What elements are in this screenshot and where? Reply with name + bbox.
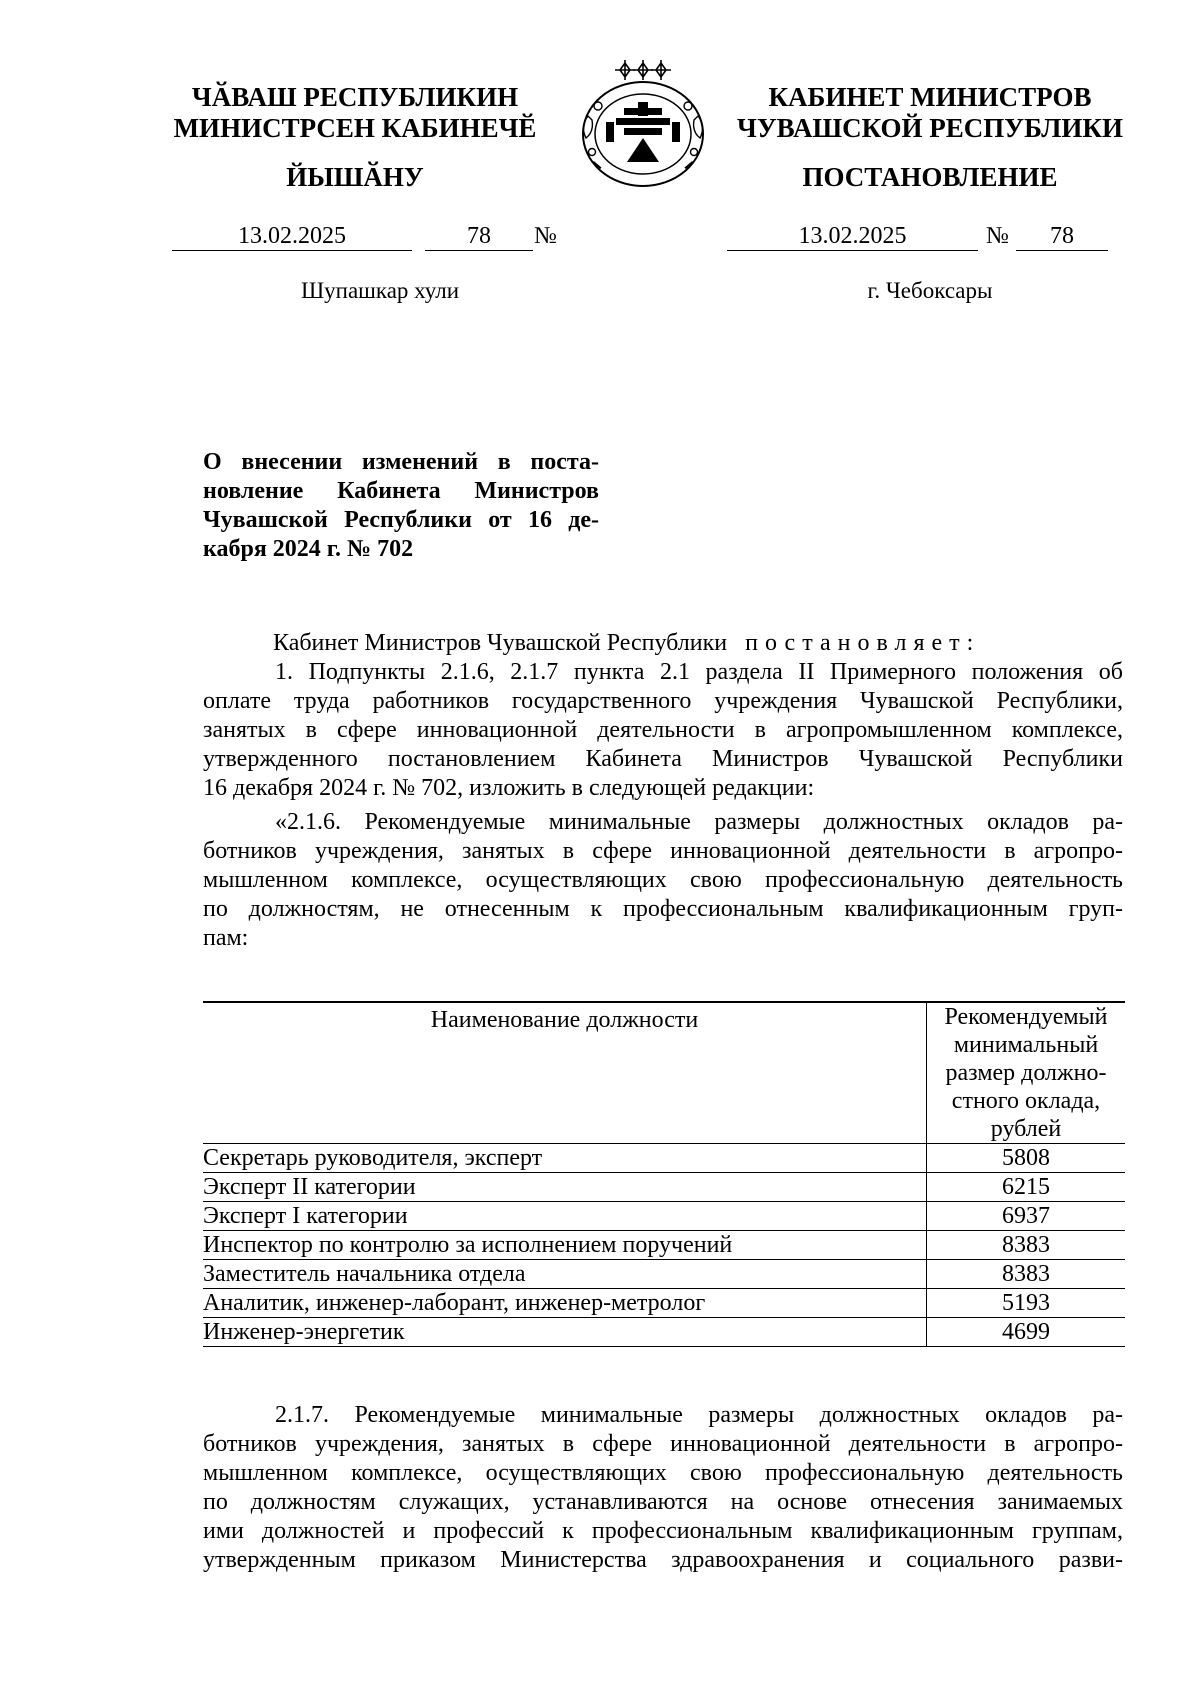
header-left-line1: ЧӐВАШ РЕСПУБЛИКИН (191, 82, 519, 112)
right-number-line (600, 222, 1200, 252)
chuvash-republic-emblem-icon (568, 56, 718, 188)
paragraph-2-1-6 (203, 808, 1123, 953)
right-number-field: 78 (1016, 222, 1108, 251)
paragraph-line: оплате труда работников государственного учреждения Чувашской Республики, (203, 688, 1123, 714)
paragraph-line: утвержденным приказом Министерства здравоохранения и социального разви- (203, 1547, 1123, 1573)
preamble-text: Кабинет Министров Чувашской Республики (273, 630, 728, 656)
left-number-field: 78 (425, 222, 533, 251)
salary-cell: 6215 (927, 1173, 1126, 1202)
subject-line: кабря 2024 г. № 702 (203, 536, 414, 562)
paragraph-line: по должностям, не отнесенным к профессиональным квалификационным груп- (203, 896, 1123, 922)
column-header-salary-line: размер должно- (945, 1060, 1107, 1086)
header-left-authority (150, 82, 560, 144)
salary-cell: 5193 (927, 1289, 1126, 1318)
salary-table (203, 1001, 1125, 1347)
subject-line: О внесении изменений в поста- (203, 449, 599, 475)
paragraph-line: 1. Подпункты 2.1.6, 2.1.7 пункта 2.1 раздела II Примерного положения об (275, 659, 1123, 685)
position-cell: Секретарь руководителя, эксперт (203, 1144, 927, 1173)
column-header-position: Наименование должности (203, 1002, 927, 1144)
left-date-field: 13.02.2025 (172, 222, 412, 251)
paragraph-line: занятых в сфере инновационной деятельности в агропромышленном комплексе, (203, 717, 1123, 743)
header-right-line2: ЧУВАШСКОЙ РЕСПУБЛИКИ (737, 113, 1123, 143)
paragraph-line: утвержденного постановлением Кабинета Министров Чувашской Республики (203, 746, 1123, 772)
subject-line: Чувашской Республики от 16 де- (203, 507, 599, 533)
position-cell: Инженер-энергетик (203, 1318, 927, 1347)
preamble (203, 629, 1123, 658)
paragraph-line: по должностям служащих, устанавливаются на основе отнесения занимаемых (203, 1489, 1123, 1515)
header-right-doc-type: ПОСТАНОВЛЕНИЕ (802, 162, 1058, 192)
paragraph-line: пам: (203, 925, 249, 951)
paragraph-line: 16 декабря 2024 г. № 702, изложить в следующей редакции: (203, 775, 815, 801)
paragraph-line: «2.1.6. Рекомендуемые минимальные размеры должностных окладов ра- (275, 809, 1123, 835)
place-left: Шупашкар хули (300, 278, 460, 303)
column-header-salary (927, 1002, 1126, 1144)
column-header-salary-line: минимальный (953, 1032, 1099, 1058)
table-header-row (203, 1002, 1125, 1144)
subject-line: новление Кабинета Министров (203, 478, 599, 504)
position-cell: Эксперт II категории (203, 1173, 927, 1202)
right-number-sign: № (986, 223, 1009, 249)
preamble-spaced-word: постановляет: (745, 630, 981, 656)
header-right-authority (730, 82, 1130, 144)
paragraph-line: 2.1.7. Рекомендуемые минимальные размеры должностных окладов ра- (275, 1402, 1123, 1428)
table-row (203, 1318, 1125, 1347)
right-date-field: 13.02.2025 (727, 222, 978, 251)
document-subject (203, 448, 599, 564)
column-header-salary-line: стного оклада, (951, 1088, 1101, 1114)
position-cell: Эксперт I категории (203, 1202, 927, 1231)
place-right: г. Чебоксары (867, 278, 993, 303)
salary-cell: 6937 (927, 1202, 1126, 1231)
left-number-sign: № (534, 223, 557, 249)
table-row (203, 1144, 1125, 1173)
header-left-doc-type: ЙЫШӐНУ (286, 162, 424, 192)
position-cell: Инспектор по контролю за исполнением поручений (203, 1231, 927, 1260)
left-number-line (0, 222, 600, 252)
paragraph-line: ими должностей и профессий к профессиональным квалификационным группам, (203, 1518, 1123, 1544)
paragraph-line: мышленном комплексе, осуществляющих свою профессиональную деятельность (203, 867, 1123, 893)
paragraph-line: ботников учреждения, занятых в сфере инновационной деятельности в агропро- (203, 1431, 1123, 1457)
table-row (203, 1173, 1125, 1202)
table-row (203, 1289, 1125, 1318)
header-right-line1: КАБИНЕТ МИНИСТРОВ (768, 82, 1092, 112)
salary-cell: 8383 (927, 1231, 1126, 1260)
paragraph-line: ботников учреждения, занятых в сфере инновационной деятельности в агропро- (203, 838, 1123, 864)
table-row (203, 1202, 1125, 1231)
column-header-salary-line: Рекомендуемый (944, 1004, 1108, 1030)
position-cell: Заместитель начальника отдела (203, 1260, 927, 1289)
salary-cell: 4699 (927, 1318, 1126, 1347)
salary-cell: 5808 (927, 1144, 1126, 1173)
salary-cell: 8383 (927, 1260, 1126, 1289)
header-left-line2: МИНИСТРСЕН КАБИНЕЧӖ (173, 113, 537, 143)
paragraph-1 (203, 658, 1123, 803)
position-cell: Аналитик, инженер-лаборант, инженер-метролог (203, 1289, 927, 1318)
table-row (203, 1231, 1125, 1260)
column-header-salary-line: рублей (990, 1116, 1062, 1142)
table-row (203, 1260, 1125, 1289)
paragraph-2-1-7 (203, 1401, 1123, 1575)
paragraph-line: мышленном комплексе, осуществляющих свою профессиональную деятельность (203, 1460, 1123, 1486)
